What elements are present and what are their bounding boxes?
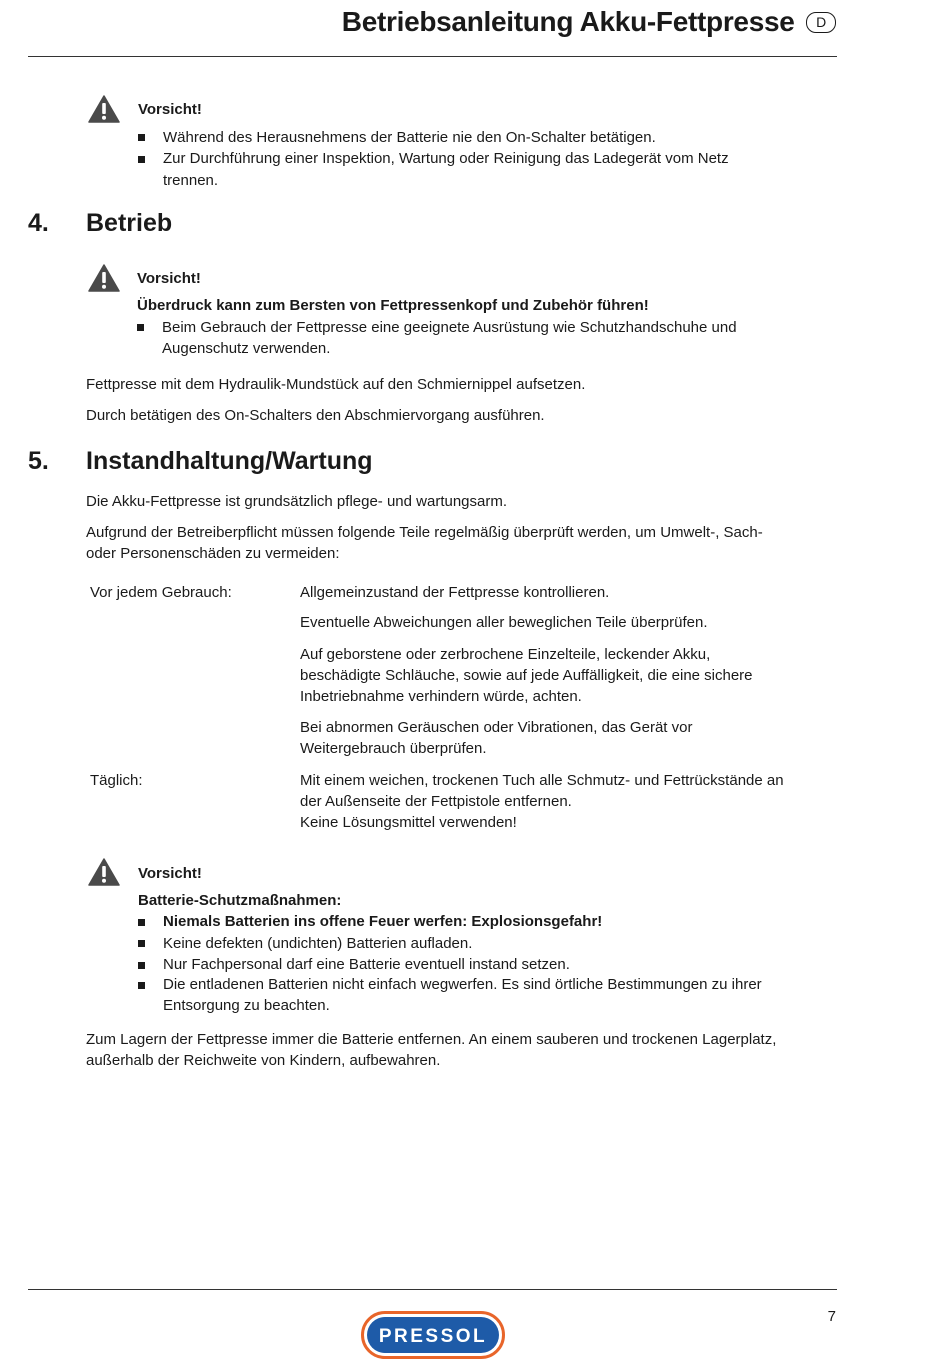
warning-1-bullet-2-cont: trennen. bbox=[163, 172, 219, 189]
bullet-icon bbox=[138, 134, 145, 141]
footer-divider bbox=[28, 1289, 837, 1290]
section-5-warning-bullet-1: Niemals Batterien ins offene Feuer werfen: Explosionsgefahr! bbox=[163, 913, 603, 930]
warning-1-bullet-1: Während des Herausnehmens der Batterie nie den On-Schalter betätigen. bbox=[163, 129, 656, 146]
section-4-paragraph-2: Durch betätigen des On-Schalters den Abschmiervorgang ausführen. bbox=[86, 407, 545, 424]
schedule-label-before-use: Vor jedem Gebrauch: bbox=[90, 584, 232, 601]
pressol-logo bbox=[361, 1311, 505, 1359]
section-5-warning-bullet-4: Die entladenen Batterien nicht einfach wegwerfen. Es sind örtliche Bestimmungen zu ihrer bbox=[163, 976, 762, 993]
schedule-item: Keine Lösungsmittel verwenden! bbox=[300, 814, 517, 831]
section-5-number: 5. bbox=[28, 447, 49, 475]
section-5-closing-cont: außerhalb der Reichweite von Kindern, aufbewahren. bbox=[86, 1052, 441, 1069]
section-5-intro: Die Akku-Fettpresse ist grundsätzlich pflege- und wartungsarm. bbox=[86, 493, 508, 510]
section-4-warning-bullet: Beim Gebrauch der Fettpresse eine geeignete Ausrüstung wie Schutzhandschuhe und bbox=[162, 319, 737, 336]
language-badge: D bbox=[806, 12, 836, 33]
bullet-icon bbox=[138, 982, 145, 989]
bullet-icon bbox=[138, 940, 145, 947]
schedule-item: Allgemeinzustand der Fettpresse kontrollieren. bbox=[300, 584, 610, 601]
warning-triangle-icon bbox=[88, 264, 120, 292]
section-5-warning-title: Vorsicht! bbox=[138, 865, 202, 882]
schedule-item: beschädigte Schläuche, sowie auf jede Auffälligkeit, die eine sichere bbox=[300, 667, 753, 684]
section-5-closing: Zum Lagern der Fettpresse immer die Batterie entfernen. An einem sauberen und trockenen Lagerplatz, bbox=[86, 1031, 777, 1048]
bullet-icon bbox=[137, 324, 144, 331]
schedule-item: Weitergebrauch überprüfen. bbox=[300, 740, 487, 757]
bullet-icon bbox=[138, 962, 145, 969]
section-4-warning-subtitle: Überdruck kann zum Bersten von Fettpressenkopf und Zubehör führen! bbox=[137, 297, 649, 314]
section-4-warning-title: Vorsicht! bbox=[137, 270, 201, 287]
section-5-paragraph-2-cont: oder Personenschäden zu vermeiden: bbox=[86, 545, 340, 562]
schedule-item: Auf geborstene oder zerbrochene Einzelteile, leckender Akku, bbox=[300, 646, 711, 663]
warning-1-bullet-2: Zur Durchführung einer Inspektion, Wartung oder Reinigung das Ladegerät vom Netz bbox=[163, 150, 729, 167]
section-4-warning-bullet-cont: Augenschutz verwenden. bbox=[162, 340, 331, 357]
section-5-warning-bullet-3: Nur Fachpersonal darf eine Batterie eventuell instand setzen. bbox=[163, 956, 570, 973]
section-5-title: Instandhaltung/Wartung bbox=[86, 447, 373, 475]
page-number: 7 bbox=[827, 1308, 836, 1325]
section-4-paragraph-1: Fettpresse mit dem Hydraulik-Mundstück auf den Schmiernippel aufsetzen. bbox=[86, 376, 586, 393]
logo-text: PRESSOL bbox=[378, 1326, 488, 1347]
schedule-item: Mit einem weichen, trockenen Tuch alle Schmutz- und Fettrückstände an bbox=[300, 772, 784, 789]
section-5-warning-bullet-4-cont: Entsorgung zu beachten. bbox=[163, 997, 330, 1014]
schedule-label-daily: Täglich: bbox=[90, 772, 143, 789]
schedule-item: der Außenseite der Fettpistole entfernen. bbox=[300, 793, 572, 810]
header-divider bbox=[28, 56, 837, 57]
warning-1-title: Vorsicht! bbox=[138, 101, 202, 118]
warning-triangle-icon bbox=[88, 95, 120, 123]
schedule-item: Inbetriebnahme verhindern würde, achten. bbox=[300, 688, 582, 705]
schedule-item: Bei abnormen Geräuschen oder Vibrationen, das Gerät vor bbox=[300, 719, 693, 736]
bullet-icon bbox=[138, 919, 145, 926]
section-5-warning-bullet-2: Keine defekten (undichten) Batterien aufladen. bbox=[163, 935, 473, 952]
section-5-warning-subtitle: Batterie-Schutzmaßnahmen: bbox=[138, 892, 342, 909]
section-5-paragraph-2: Aufgrund der Betreiberpflicht müssen folgende Teile regelmäßig überprüft werden, um Umwelt-, Sach- bbox=[86, 524, 763, 541]
document-title bbox=[342, 6, 836, 38]
section-4-number: 4. bbox=[28, 209, 49, 237]
section-4-title: Betrieb bbox=[86, 209, 173, 237]
document-title-text: Betriebsanleitung Akku-Fettpresse bbox=[341, 6, 795, 37]
warning-triangle-icon bbox=[88, 858, 120, 886]
schedule-item: Eventuelle Abweichungen aller beweglichen Teile überprüfen. bbox=[300, 614, 708, 631]
bullet-icon bbox=[138, 156, 145, 163]
